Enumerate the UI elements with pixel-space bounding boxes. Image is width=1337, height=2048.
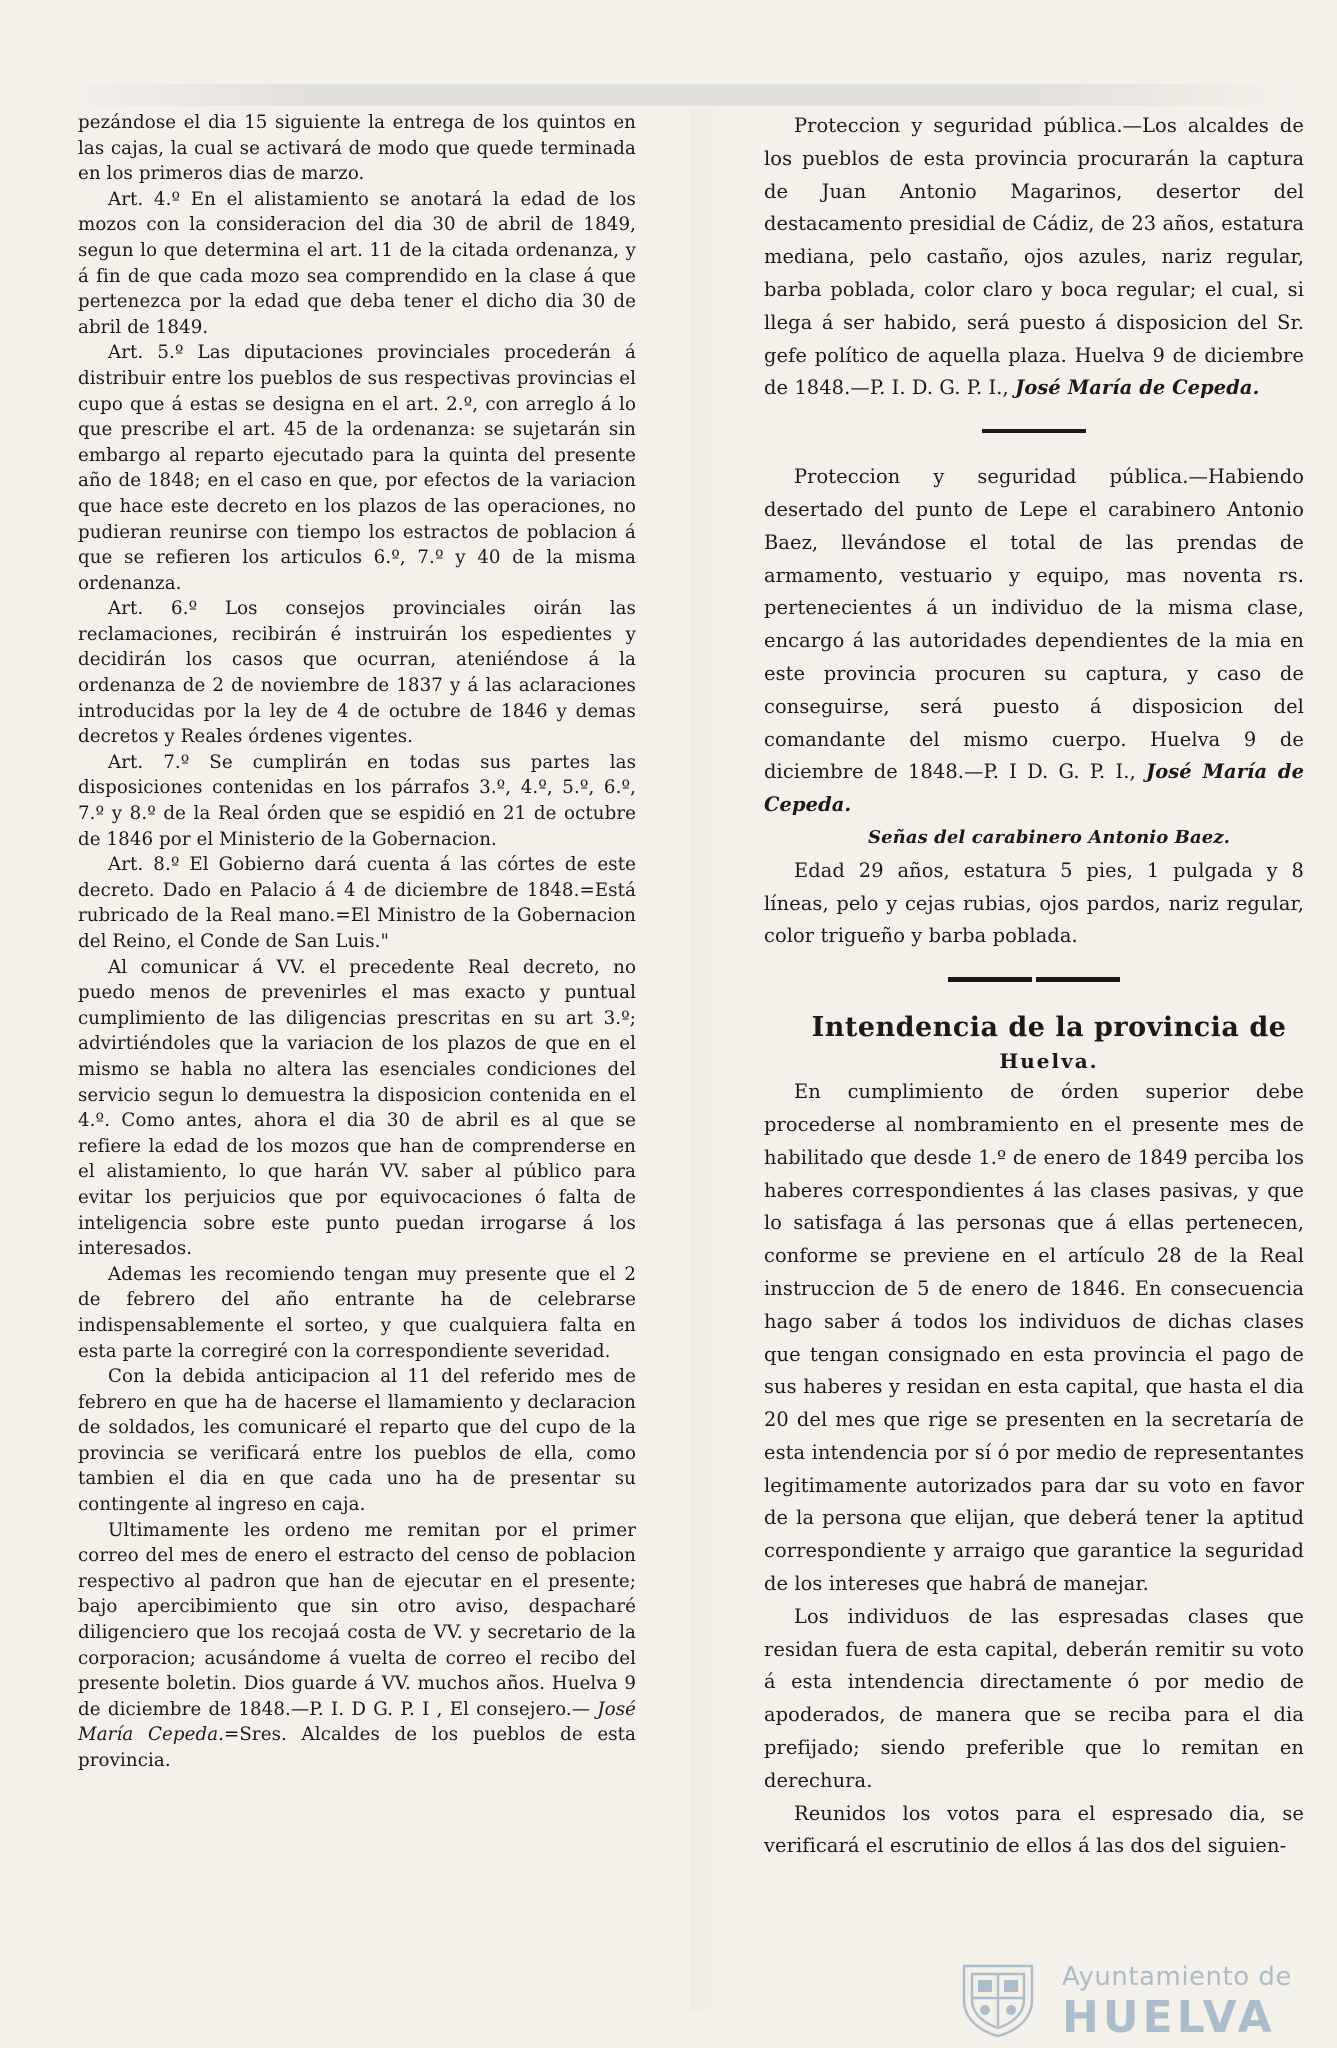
watermark-line2: HUELVA bbox=[1062, 1992, 1276, 2043]
baez-description-caption: Señas del carabinero Antonio Baez. bbox=[867, 826, 1231, 848]
left-paragraph-art4: Art. 4.º En el alistamiento se anotará la edad de los mozos con la consideracion del dia 30 de abril de 1849, segun lo que determina el art. 11 de la citada ordenanza, y á fin de que cada mozo sea comprendido en la clase á que pertenezca por la edad que deba tener el dicho dia 30 de abril de 1849. bbox=[78, 188, 636, 338]
section-title: Intendencia de la provincia de bbox=[811, 1012, 1287, 1044]
gutter bbox=[690, 110, 730, 2010]
left-paragraph-continuation: pezándose el dia 15 siguiente la entrega de los quintos en las cajas, la cual se activará de modo que quede terminada en los primeros dias de marzo. bbox=[78, 112, 636, 185]
left-paragraph-art7: Art. 7.º Se cumplirán en todas sus partes las disposiciones contenidas en los párrafos 3.º, 4.º, 5.º, 6.º, 7.º y 8.º de la Real órden que se espidió en 21 de octubre de 1846 por el Ministerio de la Gobernacion. bbox=[78, 751, 636, 850]
baez-description: Edad 29 años, estatura 5 pies, 1 pulgada y 8 líneas, pelo y cejas rubias, ojos pardos, nariz regular, color trigueño y barba poblada. bbox=[764, 858, 1304, 948]
watermark-line1: Ayuntamiento de bbox=[1062, 1962, 1292, 1992]
section-subtitle: Huelva. bbox=[999, 1049, 1099, 1074]
notice-baez-text: Proteccion y seguridad pública.—Habiendo desertado del punto de Lepe el carabinero Antonio Baez, llevándose el total de las prendas de armamento, vestuario y equipo, mas noventa rs. pertenecientes á un individuo de la misma clase, encargo á las autoridades dependientes de la mia en este provincia procuren su captura, y caso de conseguirse, será puesto á disposicion del comandante del mismo cuerpo. Huelva 9 de diciembre de 1848.—P. I D. G. P. I., bbox=[764, 465, 1304, 784]
left-paragraph-art6: Art. 6.º Los consejos provinciales oirán las reclamaciones, recibirán é instruirán los espedientes y decidirán los casos que ocurran, ateniéndose á la ordenanza de 2 de noviembre de 1837 y á las aclaraciones introducidas por la ley de 4 de octubre de 1846 y demas decretos y Reales órdenes vigentes. bbox=[78, 598, 636, 748]
watermark bbox=[950, 1958, 1310, 2043]
notice-magarinos-signature: José María de Cepeda. bbox=[1015, 376, 1260, 400]
left-paragraph-art5: Art. 5.º Las diputaciones provinciales procederán á distribuir entre los pueblos de sus respectivas provincias el cupo que á estas se designa en el art. 2.º, con arreglo á lo que prescribe el art. 45 de la ordenanza: se sujetarán sin embargo al reparto ejecutado para la quinta del presente año de 1848; en el caso en que, por efectos de la variacion que hace este decreto en los plazos de las operaciones, no pudieran reunirse con tiempo los estractos de poblacion á que se refieren los articulos 6.º, 7.º y 40 de la misma ordenanza. bbox=[78, 342, 636, 594]
right-column bbox=[764, 110, 1304, 1863]
left-paragraph-art8: Art. 8.º El Gobierno dará cuenta á las córtes de este decreto. Dado en Palacio á 4 de diciembre de 1848.=Está rubricado de la Real mano.=El Ministro de la Gobernacion del Reino, el Conde de San Luis." bbox=[78, 854, 636, 952]
left-final-text: Ultimamente les ordeno me remitan por el primer correo del mes de enero el estracto del censo de poblacion respectivo al padron que han de ejecutar en el presente; bajo apercibimiento que sin otro aviso, despacharé diligenciero que los recojaá costa de VV. y secretario de la corporacion; acusándome á vuelta de correo el recibo del presente boletin. Dios guarde á VV. muchos años. Huelva 9 de diciembre de 1848.—P. I. D G. P. I , El consejero.— bbox=[78, 1519, 636, 1720]
intendencia-paragraph-1: En cumplimiento de órden superior debe procederse al nombramiento en el presente mes de habilitado que desde 1.º de enero de 1849 perciba los haberes correspondientes á las clases pasivas, y que lo satisfaga á las personas que á ellas pertenecen, conforme se previene en el artículo 28 de la Real instruccion de 5 de enero de 1846. En consecuencia hago saber á todos los individuos de dichas clases que tengan consignado en esta provincia el pago de sus haberes y residan en esta capital, que hasta el dia 20 del mes que rige se presenten en la secretaría de esta intendencia por sí ó por medio de representantes legitimamente autorizados para dar su voto en favor de la persona que elijan, que deberá tener la aptitud correspondiente y arraigo que garantice la seguridad de los intereses que habrá de manejar. bbox=[764, 1080, 1304, 1596]
left-final-signature: José María Cepeda. bbox=[78, 1698, 636, 1746]
separator-double-rule bbox=[948, 977, 1120, 982]
notice-baez-signature: José María de Cepeda. bbox=[764, 760, 1305, 817]
notice-baez bbox=[764, 461, 1304, 822]
left-column bbox=[78, 110, 636, 1774]
left-paragraph-communication: Al comunicar á VV. el precedente Real decreto, no puedo menos de prevenirles el mas exacto y puntual cumplimiento de las diligencias prescritas en su art 3.º; advirtiéndoles que la variacion de los plazos de que en el mismo se habla no altera las esenciales condiciones del servicio segun lo demuestra la disposicion contenida en el 4.º. Como antes, ahora el dia 30 de abril es al que se refiere la edad de los mozos que han de comprenderse en el alistamiento, lo que harán VV. saber al público para evitar los perjuicios que por equivocaciones ó falta de inteligencia sobre este punto puedan irrogarse á los interesados. bbox=[78, 956, 636, 1260]
bleed-through-shadow bbox=[60, 84, 1290, 106]
separator-rule bbox=[982, 429, 1086, 433]
intendencia-paragraph-2: Los individuos de las espresadas clases que residan fuera de esta capital, deberán remitir su voto á esta intendencia directamente ó por medio de apoderados, de manera que se reciba para el dia prefijado; siendo preferible que lo remitan en derechura. bbox=[764, 1604, 1304, 1792]
left-final-tail: =Sres. Alcaldes de los pueblos de esta provincia. bbox=[78, 1724, 636, 1771]
notice-magarinos bbox=[764, 110, 1304, 405]
intendencia-paragraph-3: Reunidos los votos para el espresado dia, se verificará el escrutinio de ellos á las dos del siguien- bbox=[764, 1801, 1304, 1858]
notice-magarinos-text: Proteccion y seguridad pública.—Los alcaldes de los pueblos de esta provincia procurarán la captura de Juan Antonio Magarinos, desertor del destacamento presidial de Cádiz, de 23 años, estatura mediana, pelo castaño, ojos azules, nariz regular, barba poblada, color claro y boca regular; el cual, si llega á ser habido, será puesto á disposicion del Sr. gefe político de aquella plaza. Huelva 9 de diciembre de 1848.—P. I. D. G. P. I., bbox=[764, 114, 1304, 400]
left-paragraph-anticipation: Con la debida anticipacion al 11 del referido mes de febrero en que ha de hacerse el llamamiento y declaracion de soldados, les comunicaré el reparto que del cupo de la provincia se verificará entre los pueblos de ella, como tambien el dia en que cada uno ha de presentar su contingente al ingreso en caja. bbox=[78, 1366, 636, 1516]
left-paragraph-final bbox=[78, 1518, 636, 1774]
left-paragraph-recommendation: Ademas les recomiendo tengan muy presente que el 2 de febrero del año entrante ha de celebrarse indispensablemente el sorteo, y que cualquiera falta en esta parte la corregiré con la correspondiente severidad. bbox=[78, 1263, 636, 1362]
coat-of-arms-icon bbox=[950, 1960, 1046, 2038]
